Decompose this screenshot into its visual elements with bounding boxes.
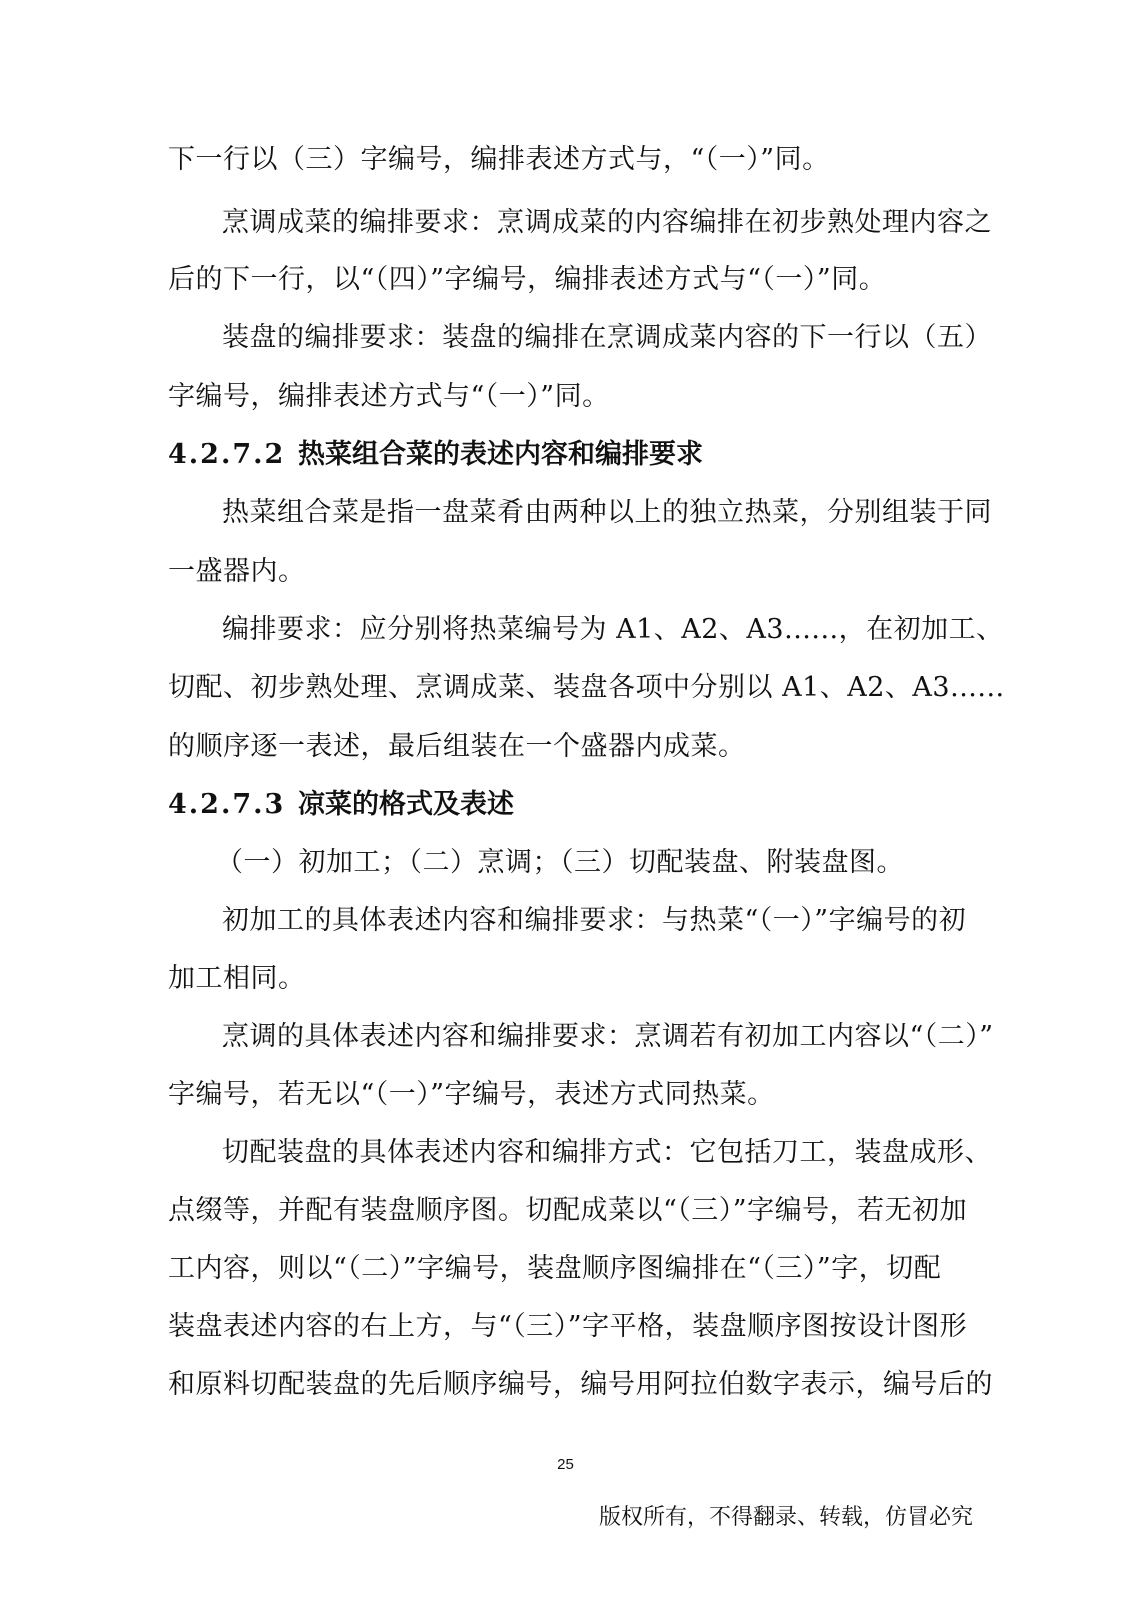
section-title: 热菜组合菜的表述内容和编排要求 — [298, 439, 703, 470]
section-heading — [168, 785, 514, 825]
paragraph-line: 切配、初步熟处理、烹调成菜、装盘各项中分别以 A1、A2、A3...... — [168, 672, 1005, 703]
section-title: 凉菜的格式及表述 — [298, 789, 514, 820]
paragraph-line: 编排要求：应分别将热菜编号为 A1、A2、A3......，在初加工、 — [222, 614, 1004, 645]
paragraph-line: 工内容，则以“（二）”字编号，装盘顺序图编排在“（三）”字，切配 — [168, 1253, 942, 1284]
paragraph-line: 一盛器内。 — [168, 556, 306, 587]
paragraph-line: 字编号，若无以“（一）”字编号，表述方式同热菜。 — [168, 1079, 775, 1110]
paragraph-line: 初加工的具体表述内容和编排要求：与热菜“（一）”字编号的初 — [222, 905, 967, 936]
paragraph-line: 装盘的编排要求：装盘的编排在烹调成菜内容的下一行以（五） — [222, 322, 992, 353]
paragraph-line: 装盘表述内容的右上方，与“（三）”字平格，装盘顺序图按设计图形 — [168, 1311, 968, 1342]
paragraph-line: （一）初加工；（二）烹调；（三）切配装盘、附装盘图。 — [216, 847, 904, 878]
paragraph-line: 下一行以（三）字编号，编排表述方式与，“（一）”同。 — [168, 144, 830, 175]
page-number: 25 — [557, 1456, 574, 1473]
section-number: 4.2.7.3 — [168, 789, 286, 820]
paragraph-line: 点缀等，并配有装盘顺序图。切配成菜以“（三）”字编号，若无初加 — [168, 1195, 968, 1226]
paragraph-line: 后的下一行，以“（四）”字编号，编排表述方式与“（一）”同。 — [168, 264, 887, 295]
section-number: 4.2.7.2 — [168, 439, 286, 470]
section-heading — [168, 435, 703, 475]
paragraph-line: 切配装盘的具体表述内容和编排方式：它包括刀工，装盘成形、 — [222, 1137, 992, 1168]
paragraph-line: 和原料切配装盘的先后顺序编号，编号用阿拉伯数字表示，编号后的 — [168, 1369, 993, 1400]
paragraph-line: 烹调成菜的编排要求：烹调成菜的内容编排在初步熟处理内容之 — [222, 207, 992, 238]
copyright-notice: 版权所有，不得翻录、转载，仿冒必究 — [598, 1505, 973, 1530]
paragraph-line: 热菜组合菜是指一盘菜肴由两种以上的独立热菜，分别组装于同 — [222, 497, 992, 528]
paragraph-line: 的顺序逐一表述，最后组装在一个盛器内成菜。 — [168, 731, 746, 762]
paragraph-line: 字编号，编排表述方式与“（一）”同。 — [168, 381, 610, 412]
paragraph-line: 加工相同。 — [168, 963, 306, 994]
paragraph-line: 烹调的具体表述内容和编排要求：烹调若有初加工内容以“（二）” — [222, 1021, 994, 1052]
